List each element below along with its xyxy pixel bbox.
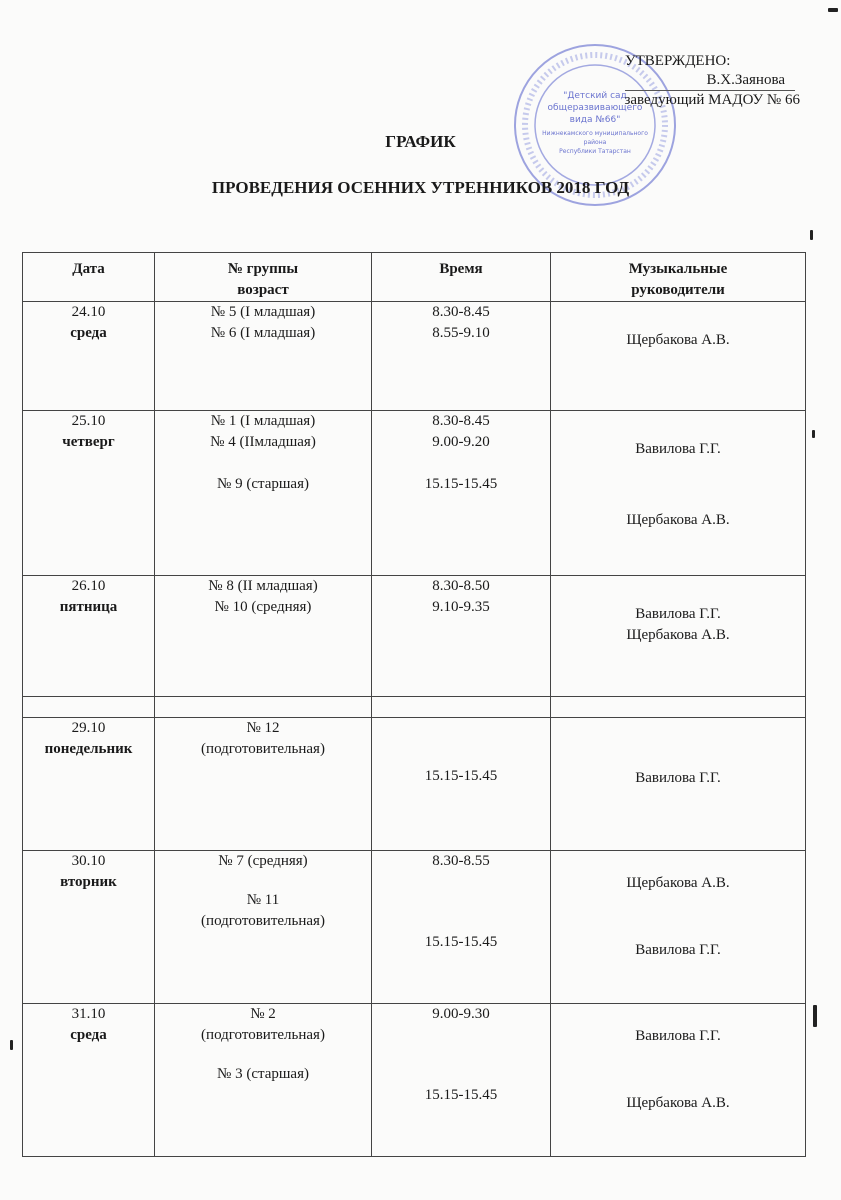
leader-cell: Вавилова Г.Г. Щербакова А.В. bbox=[551, 576, 806, 697]
svg-text:вида №66": вида №66" bbox=[569, 115, 621, 125]
schedule-table bbox=[22, 252, 806, 1157]
group-cell: № 2 (подготовительная) № 3 (старшая) bbox=[155, 1004, 372, 1157]
document-subtitle: ПРОВЕДЕНИЯ ОСЕННИХ УТРЕННИКОВ 2018 ГОД bbox=[211, 178, 630, 197]
leader-cell: Вавилова Г.Г. Щербакова А.В. bbox=[551, 1004, 806, 1157]
header-group: № группы возраст bbox=[155, 253, 372, 302]
svg-text:"Детский сад: "Детский сад bbox=[563, 91, 627, 101]
table-row bbox=[23, 576, 806, 697]
date-cell: 30.10 вторник bbox=[23, 851, 155, 1004]
date-cell: 31.10 среда bbox=[23, 1004, 155, 1157]
group-cell: № 12 (подготовительная) bbox=[155, 718, 372, 851]
svg-text:Республики Татарстан: Республики Татарстан bbox=[559, 148, 631, 155]
empty-row bbox=[23, 697, 806, 718]
header-leaders: Музыкальные руководители bbox=[551, 253, 806, 302]
scan-mark bbox=[813, 1005, 817, 1027]
header-date: Дата bbox=[23, 253, 155, 302]
date-cell: 29.10 понедельник bbox=[23, 718, 155, 851]
scan-mark bbox=[812, 430, 815, 438]
svg-text:Нижнекамского муниципального: Нижнекамского муниципального bbox=[542, 130, 648, 137]
header-time: Время bbox=[372, 253, 551, 302]
group-cell: № 7 (средняя) № 11 (подготовительная) bbox=[155, 851, 372, 1004]
table-row bbox=[23, 718, 806, 851]
group-cell: № 1 (I младшая) № 4 (IIмладшая) № 9 (старшая) bbox=[155, 411, 372, 576]
table-row bbox=[23, 1004, 806, 1157]
time-cell: 9.00-9.30 15.15-15.45 bbox=[372, 1004, 551, 1157]
approval-block bbox=[585, 52, 800, 110]
time-cell: 15.15-15.45 bbox=[372, 718, 551, 851]
document-title: ГРАФИК bbox=[385, 132, 456, 151]
time-cell: 8.30-8.45 9.00-9.20 15.15-15.45 bbox=[372, 411, 551, 576]
time-cell: 8.30-8.50 9.10-9.35 bbox=[372, 576, 551, 697]
table-header-row bbox=[23, 253, 806, 302]
leader-cell: Вавилова Г.Г. Щербакова А.В. bbox=[551, 411, 806, 576]
table-row bbox=[23, 851, 806, 1004]
date-cell: 24.10 среда bbox=[23, 302, 155, 411]
leader-cell: Щербакова А.В. Вавилова Г.Г. bbox=[551, 851, 806, 1004]
scan-mark bbox=[810, 230, 813, 240]
time-cell: 8.30-8.55 15.15-15.45 bbox=[372, 851, 551, 1004]
svg-text:общеразвивающего: общеразвивающего bbox=[547, 103, 643, 113]
approver-name: В.Х.Заянова bbox=[625, 71, 795, 91]
approver-position: заведующий МАДОУ № 66 bbox=[624, 92, 800, 108]
group-cell: № 5 (I младшая) № 6 (I младшая) bbox=[155, 302, 372, 411]
date-cell: 25.10 четверг bbox=[23, 411, 155, 576]
leader-cell: Щербакова А.В. bbox=[551, 302, 806, 411]
table-row bbox=[23, 411, 806, 576]
svg-text:района: района bbox=[583, 139, 607, 146]
scan-mark bbox=[828, 8, 838, 12]
date-cell: 26.10 пятница bbox=[23, 576, 155, 697]
scan-mark bbox=[10, 1040, 13, 1050]
leader-cell: Вавилова Г.Г. bbox=[551, 718, 806, 851]
approval-heading: УТВЕРЖДЕНО: bbox=[625, 53, 731, 69]
group-cell: № 8 (II младшая) № 10 (средняя) bbox=[155, 576, 372, 697]
table-row bbox=[23, 302, 806, 411]
time-cell: 8.30-8.45 8.55-9.10 bbox=[372, 302, 551, 411]
